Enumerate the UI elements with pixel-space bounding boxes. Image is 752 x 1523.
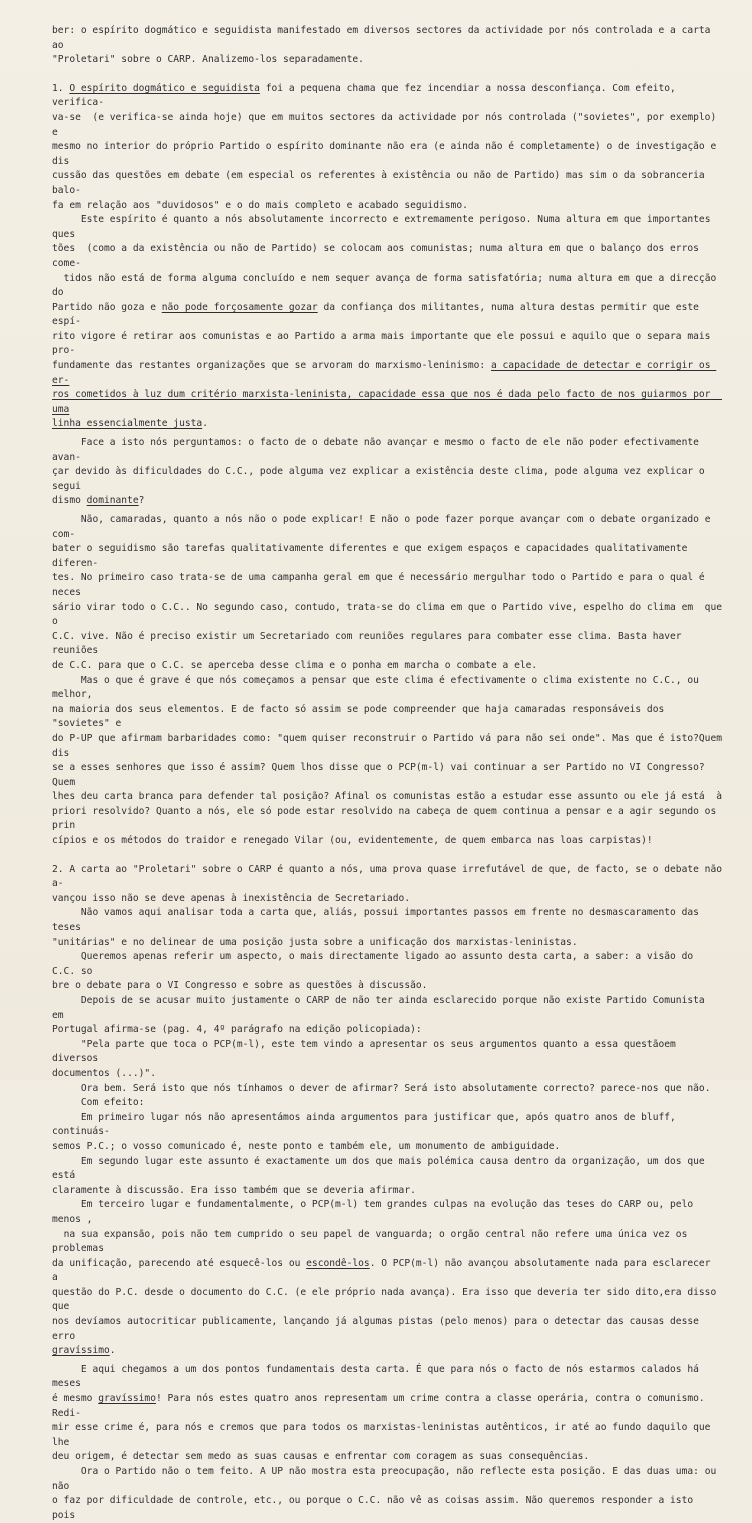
section-1-p2-underline-1: não pode forçosamente gozar xyxy=(161,301,318,313)
section-1-p3-underline: dominante xyxy=(86,495,139,507)
section-2-p10-underline: gravíssimo xyxy=(98,1393,156,1405)
section-2-paragraph-5: Ora bem. Será isto que nós tínhamos o dever de afirmar? Será isto absolutamente correcto? parece-nos que não. xyxy=(52,1082,711,1094)
section-2-paragraph-3: Queremos apenas referir um aspecto, o mais directamente ligado ao assunto desta carta, a saber: a visão do C.C. so bre o debate para o VI Congresso e sobre as questões à discussão. xyxy=(52,951,694,992)
section-1-number: 1. xyxy=(52,82,64,94)
section-2-p10-text-b: ! Para nós estes quatro anos representam um crime contra a classe operária, contra o comunismo. Redi- mir esse crime é, para nós e cremos que para todos os marxistas-leninistas autênticos, ir até ao fundo daquilo que lhe deu origem, é detectar sem medo as suas causas e enfrentar com coragem as suas consequências. xyxy=(52,1393,711,1463)
section-2-paragraph-4: Depois de se acusar muito justamente o CARP de não ter ainda esclarecido porque não existe Partido Comunista em Portugal afirma-se (pag. 4, 4º parágrafo na edição policopiada): xyxy=(52,995,705,1036)
section-2-p9-text-b: . O PCP(m-l) não avançou absolutamente nada para esclarecer a questão do P.C. desde o documento do C.C. (e ele próprio nada avança). Era isso que deveria ter sido dito,era disso que nos devíamos autocriticar publicamente, lançando já algumas pistas (pelo menos) para o detectar das causas desse erro xyxy=(52,1257,717,1342)
section-1-p1-text: foi a pequena chama que fez incendiar a nossa desconfiança. Com efeito, verifica- va-se (e verifica-se ainda hoje) que em muitos sectores da actividade por nós controlada ("sovietes", por exemplo) e mesmo no interior do próprio Partido o espírito dominante não era (e ainda não é completamente) o de investigação e dis cussão das questões em debate (em especial os referentes à existência ou não de Partido) mas sim o da sobranceria balo- fa em relação aos "duvidosos" e o do mais completo e acabado seguidismo. xyxy=(52,82,717,211)
section-2-p9-text-c: . xyxy=(109,1345,116,1357)
section-2-paragraph-7: Em primeiro lugar nós não apresentámos ainda argumentos para justificar que, após quatro anos de bluff, continuás- semos P.C.; o vosso comunicado é, neste ponto e também ele, um monumento de ambiguidade. xyxy=(52,1111,676,1152)
section-1-p3-text-b: ? xyxy=(138,495,145,507)
section-1-paragraph-1 xyxy=(52,82,722,213)
section-2-quote: "Pela parte que toca o PCP(m-l), este tem vindo a apresentar os seus argumentos quanto a essa questãoem diversos documentos (...)". xyxy=(52,1038,676,1079)
section-1-p2-underline-2: a capacidade de detectar e corrigir os er- ros cometidos à luz dum critério marxista-leninista, capacidade essa que nos é dada pelo facto de nos guiarmos por uma linha essencialmente justa xyxy=(52,360,711,430)
section-2-paragraph-6: Com efeito: xyxy=(52,1097,145,1109)
intro-paragraph: ber: o espírito dogmático e seguidista manifestado em diversos sectores da actividade por nós controlada e a carta ao "Proletari" sobre o CARP. Analizemo-los separadamente. xyxy=(52,25,711,66)
section-2-paragraph-1: 2. A carta ao "Proletari" sobre o CARP é quanto a nós, uma prova quase irrefutável de que, de facto, se o debate não a- vançou isso não se deve apenas à inexistência de Secretariado. xyxy=(52,863,723,904)
section-2-p9-underline-1: escondê-los xyxy=(306,1257,370,1269)
section-1-paragraph-5: Mas o que é grave é que nós começamos a pensar que este clima é efectivamente o clima existente no C.C., ou melhor, na maioria dos seus elementos. E de facto só assim se pode compreender que haja camaradas responsáveis dos "sovietes" e do P-UP que afirmam barbaridades como: "quem quiser reconstruir o Partido vá para não sei onde". Mas que é isto?Quem dis se a esses senhores que isso é assim? Quem lhos disse que o PCP(m-l) vai continuar a ser Partido no VI Congresso? Quem lhes deu carta branca para defender tal posição? Afinal os comunistas estão a estudar esse assunto ou ele já está à priori resolvido? Quanto a nós, ele só pode estar resolvido na cabeça de quem continua a pensar e a agir segundo os prin cípios e os métodos do traidor e renegado Vilar (ou, evidentemente, de quem embarca nas loas carpistas)! xyxy=(52,674,723,847)
section-1-p2-text-b: da confiança dos militantes, numa altura destas permitir que este espí- rito vigore é retirar aos comunistas e ao Partido a arma mais importante que ele possui e aquilo que o separa mais pro- fundamente das restantes organizações que se arvoram do marxismo-leninismo: xyxy=(52,301,711,372)
section-2-paragraph-8: Em segundo lugar este assunto é exactamente um dos que mais polémica causa dentro da organização, um dos que está claramente à discussão. Era isso também que se deveria afirmar. xyxy=(52,1155,705,1196)
section-1-paragraph-4: Não, camaradas, quanto a nós não o pode explicar! E não o pode fazer porque avançar com o debate organizado e com- bater o seguidismo são tarefas qualitativamente diferentes e que exigem espaços e capacidades qualitativamente diferen- tes. No primeiro caso trata-se de uma campanha geral em que é necessário mergulhar todo o Partido e para o qual é neces sário virar todo o C.C.. No segundo caso, contudo, trata-se do clima em que o Partido vive, espelho do clima em que o C.C. vive. Não é preciso existir um Secretariado com reuniões regulares para combater esse clima. Basta haver reuniões de C.C. para que o C.C. se aperceba desse clima e o ponha em marcha o combate a ele. xyxy=(52,514,723,671)
section-1-p2-text-a: Este espírito é quanto a nós absolutamente incorrecto e extremamente perigoso. Numa altura em que importantes ques tões (como a da existência ou não de Partido) se colocam aos comunistas; numa altura em que o balanço dos erros come- tidos não está de forma alguma concluído e nem sequer avança de forma satisfatória; numa altura em que a direcção do Partido não goza e xyxy=(52,214,717,313)
section-1-paragraph-2 xyxy=(52,213,722,432)
section-2-paragraph-2: Não vamos aqui analisar toda a carta que, aliás, possui importantes passos em frente no desmascaramento das teses "unitárias" e no delinear de uma posição justa sobre a unificação dos marxistas-leninistas. xyxy=(52,907,699,948)
section-1-p2-text-c: . xyxy=(202,418,208,430)
section-2-paragraph-11: Ora o Partido não o tem feito. A UP não mostra esta preocupação, não reflecte esta posição. E das duas uma: ou não o faz por dificuldade de controle, etc., ou porque o C.C. não vê as coisas assim. Não queremos responder a isto pois xyxy=(52,1466,717,1521)
section-2-p10-text-a: E aqui chegamos a um dos pontos fundamentais desta carta. É que para nós o facto de nós estarmos calados há meses é mesmo xyxy=(52,1363,699,1405)
section-1-p3-text-a: Face a isto nós perguntamos: o facto de o debate não avançar e mesmo o facto de ele não poder efectivamente avan- çar devido às dificuldades do C.C., pode alguma vez explicar a existência deste clima, pode alguma vez explicar o segui dismo xyxy=(52,437,705,507)
section-2-p9-text-a: Em terceiro lugar e fundamentalmente, o PCP(m-l) tem grandes culpas na evolução das teses do CARP ou, pelo menos , na sua expansão, pois não tem cumprido o seu papel de vanguarda; o orgão central não refere uma única vez os problemas da unificação, parecendo até esquecê-los ou xyxy=(52,1199,694,1269)
section-2-paragraph-10 xyxy=(52,1363,722,1465)
section-1-paragraph-3 xyxy=(52,436,722,509)
section-2-p9-underline-2: gravíssimo xyxy=(52,1345,110,1357)
section-1-title: O espírito dogmático e seguidista xyxy=(69,82,260,94)
section-2-paragraph-9 xyxy=(52,1198,722,1359)
